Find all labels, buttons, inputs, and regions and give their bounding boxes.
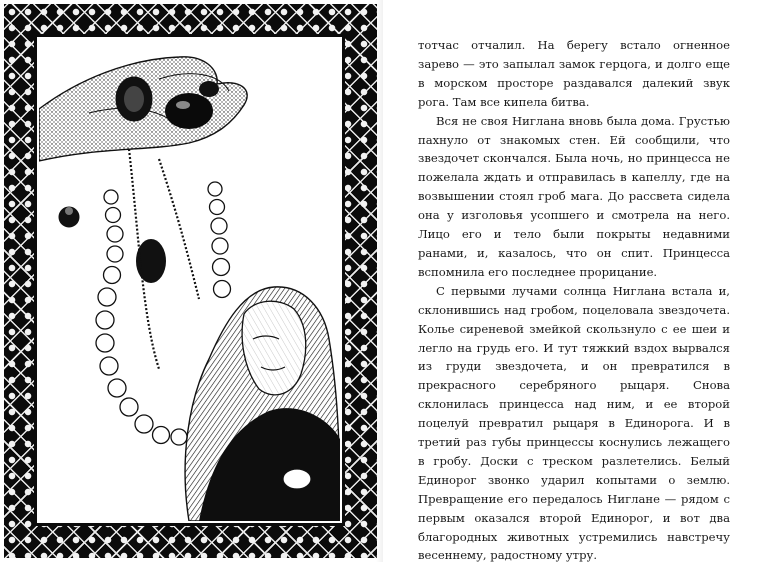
paragraph-1: тотчас отчалил. На берегу встало огненное зарево — это запылал замок герцога, и долго еще в морском просторе раздавался далекий звук рога. Там все кипела битва. xyxy=(418,38,730,109)
text-column xyxy=(418,36,730,565)
hooded-woman xyxy=(185,287,340,521)
right-page xyxy=(383,0,770,562)
paragraph-3: С первыми лучами солнца Ниглана встала и, склонившись над гробом, поцеловала звездочета. Колье сиреневой змейкой скользнуло с ее шеи и легло на грудь его. И тут тяжкий вздох вырвался из груди звездочета, и он превратился в прекрасного серебряного рыцаря. Снова склонилась принцесса над ним, и ее второй поцелуй превратил рыцаря в Единорога. И в третий раз губы принцессы коснулись лежащего в гробу. Доски с треском разлетелись. Белый Единорог звонко ударил копытами о землю. Превращение его передалось Ниглане — рядом с первым оказался второй Единорог, и вот два благородных животных устремились навстречу весеннему, радостному утру. xyxy=(418,283,730,563)
illustration-engraving xyxy=(39,39,340,521)
paragraph-2: Вся не своя Ниглана вновь была дома. Грустью пахнуло от знакомых стен. Ей сообщили, что звездочет скончался. Была ночь, но принцесса не пожелала ждать и отправилась в капеллу, где на возвышении стоял гроб мага. До рассвета сидела она у изголовья усопшего и смотрела на него. Лицо его и тело были покрыты недавними ранами, и, казалось, что он спит. Принцесса вспомнила его последнее прорицание. xyxy=(418,113,730,279)
left-page xyxy=(0,0,383,562)
